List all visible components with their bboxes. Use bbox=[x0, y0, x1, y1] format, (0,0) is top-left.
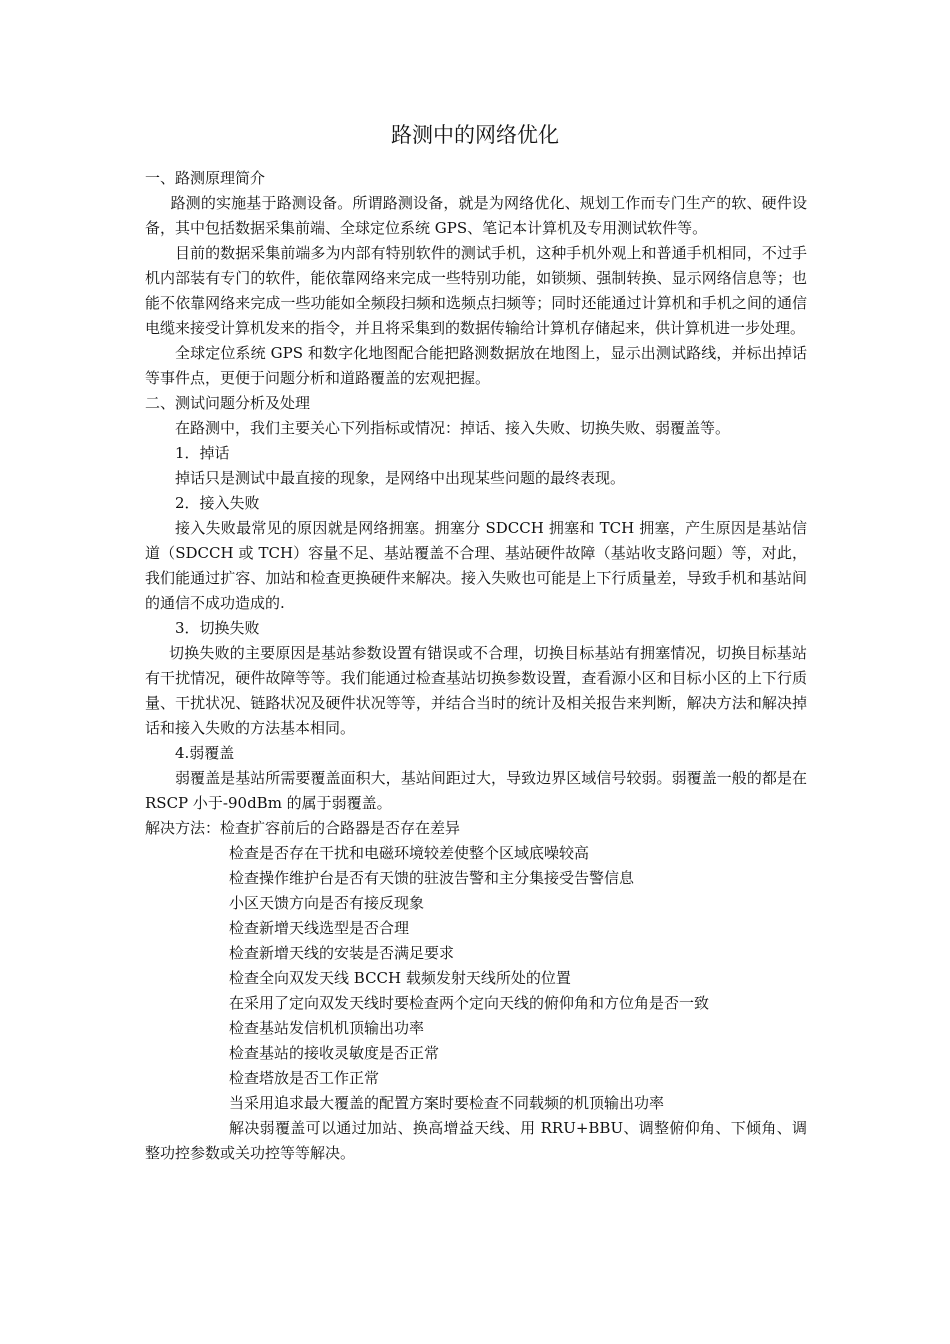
item-3-text: 切换失败的主要原因是基站参数设置有错误或不合理，切换目标基站有拥塞情况，切换目标基站有干扰情况，硬件故障等等。我们能通过检查基站切换参数设置，查看源小区和目标小区的上下行质量、干扰状况、链路状况及硬件状况等等，并结合当时的统计及相关报告来判断，解决方法和解决掉话和接入失败的方法基本相同。 bbox=[145, 644, 807, 737]
solution-first-line bbox=[145, 816, 807, 841]
solution-item: 检查是否存在干扰和电磁环境较差使整个区域底噪较高 bbox=[229, 844, 590, 862]
solution-item: 检查塔放是否工作正常 bbox=[229, 1069, 380, 1087]
solution-summary: 解决弱覆盖可以通过加站、换高增益天线、用 RRU+BBU、调整俯仰角、下倾角、调整功控参数或关功控等等解决。 bbox=[145, 1119, 807, 1162]
solution-item: 检查操作维护台是否有天馈的驻波告警和主分集接受告警信息 bbox=[229, 869, 635, 887]
solution-item: 检查基站发信机机顶输出功率 bbox=[229, 1019, 425, 1037]
solution-item: 检查基站的接收灵敏度是否正常 bbox=[229, 1044, 440, 1062]
item-4-text: 弱覆盖是基站所需要覆盖面积大，基站间距过大，导致边界区域信号较弱。弱覆盖一般的都是在 RSCP 小于-90dBm 的属于弱覆盖。 bbox=[145, 769, 807, 812]
item-2-title: 2．接入失败 bbox=[175, 494, 260, 512]
solution-item-first: 检查扩容前后的合路器是否存在差异 bbox=[220, 819, 461, 837]
item-1-text: 掉话只是测试中最直接的现象，是网络中出现某些问题的最终表现。 bbox=[175, 469, 626, 487]
item-4-title: 4.弱覆盖 bbox=[175, 744, 235, 762]
solution-item: 检查新增天线选型是否合理 bbox=[229, 919, 410, 937]
section-1-heading: 一、路测原理简介 bbox=[145, 169, 266, 187]
solution-label: 解决方法： bbox=[145, 819, 221, 837]
paragraph-gps: 全球定位系统 GPS 和数字化地图配合能把路测数据放在地图上，显示出测试路线，并标出掉话等事件点，更便于问题分析和道路覆盖的宏观把握。 bbox=[145, 344, 807, 387]
section-2-heading: 二、测试问题分析及处理 bbox=[145, 394, 311, 412]
item-3-title: 3．切换失败 bbox=[175, 619, 260, 637]
solution-item: 检查新增天线的安装是否满足要求 bbox=[229, 944, 455, 962]
solution-item: 在采用了定向双发天线时要检查两个定向天线的俯仰角和方位角是否一致 bbox=[229, 994, 710, 1012]
solution-item: 小区天馈方向是否有接反现象 bbox=[229, 894, 425, 912]
paragraph-intro: 在路测中，我们主要关心下列指标或情况：掉话、接入失败、切换失败、弱覆盖等。 bbox=[175, 419, 731, 437]
solution-item: 检查全向双发天线 BCCH 载频发射天线所处的位置 bbox=[229, 969, 571, 987]
paragraph-roadtest-equipment: 路测的实施基于路测设备。所谓路测设备，就是为网络优化、规划工作而专门生产的软、硬件设备，其中包括数据采集前端、全球定位系统 GPS、笔记本计算机及专用测试软件等。 bbox=[145, 194, 807, 237]
document-body bbox=[145, 166, 807, 1166]
paragraph-data-collection: 目前的数据采集前端多为内部有特别软件的测试手机，这种手机外观上和普通手机相同，不过手机内部装有专门的软件，能依靠网络来完成一些特别功能，如锁频、强制转换、显示网络信息等；也能不依靠网络来完成一些功能如全频段扫频和选频点扫频等；同时还能通过计算机和手机之间的通信电缆来接受计算机发来的指令，并且将采集到的数据传输给计算机存储起来，供计算机进一步处理。 bbox=[145, 244, 807, 337]
solution-item: 当采用追求最大覆盖的配置方案时要检查不同载频的机顶输出功率 bbox=[229, 1094, 665, 1112]
item-1-title: 1．掉话 bbox=[175, 444, 230, 462]
item-2-text: 接入失败最常见的原因就是网络拥塞。拥塞分 SDCCH 拥塞和 TCH 拥塞，产生原因是基站信道（SDCCH 或 TCH）容量不足、基站覆盖不合理、基站硬件故障（基站收支路问题）等，对此，我们能通过扩容、加站和检查更换硬件来解决。接入失败也可能是上下行质量差，导致手机和基站间的通信不成功造成的. bbox=[145, 519, 807, 612]
document-title: 路测中的网络优化 bbox=[391, 123, 559, 147]
